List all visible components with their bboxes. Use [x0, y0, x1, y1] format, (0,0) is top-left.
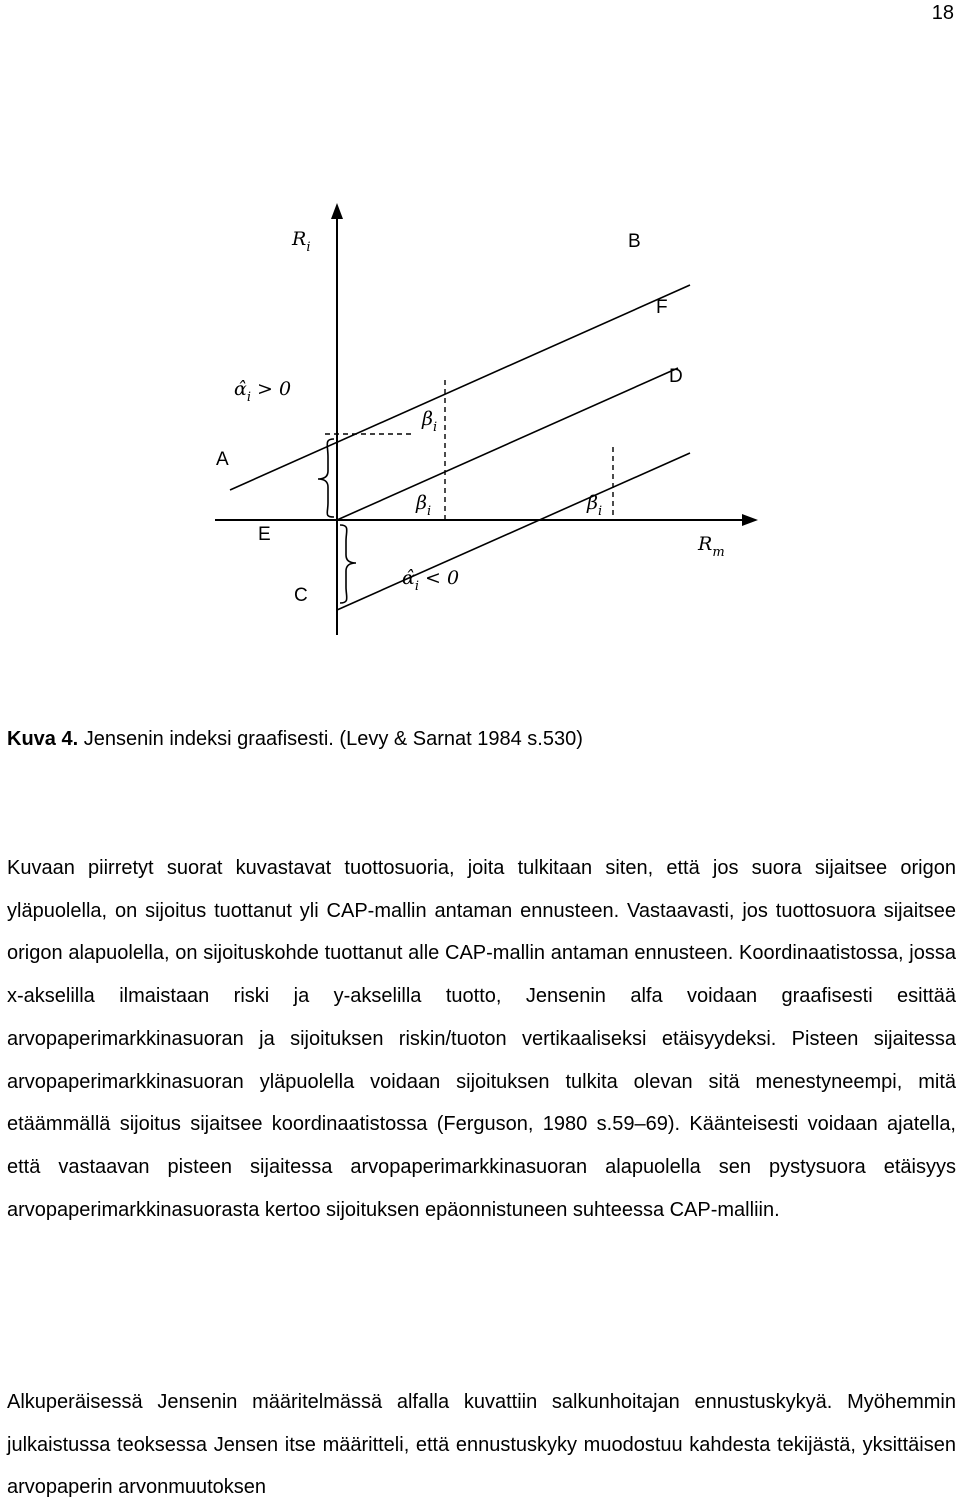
alpha-positive-label: $\alphâ_i > 0$ — [234, 378, 292, 405]
label-a: A — [216, 449, 229, 470]
page-number: 18 — [931, 2, 954, 24]
brace-alpha-negative — [340, 525, 356, 603]
x-axis-label: $R_m$ — [698, 533, 725, 560]
beta-label-2: $\beta_i$ — [416, 492, 432, 519]
paragraph-2: Alkuperäisessä Jensenin määritelmässä alfalla kuvattiin salkunhoitajan ennustuskykyä. Myöhemmin julkaistussa teoksessa Jensen itse määritteli, että ennustuskyky muodostuu kahdesta tekijästä, yksittäisen arvopaperin arvonmuutoksen — [7, 1391, 956, 1499]
label-c: C — [294, 585, 308, 606]
alpha-negative-label: $\alphâ_i < 0$ — [402, 567, 460, 594]
caption-text: Jensenin indeksi graafisesti. (Levy & Sarnat 1984 s.530) — [78, 728, 583, 750]
line-a-b — [230, 285, 690, 490]
caption-label: Kuva 4. — [7, 728, 79, 750]
y-axis-arrow — [331, 203, 343, 219]
y-axis-label: $R_i$ — [292, 228, 311, 255]
jensen-figure — [200, 195, 770, 645]
paragraph-1: Kuvaan piirretyt suorat kuvastavat tuottosuoria, joita tulkitaan siten, että jos suora sijaitsee origon yläpuolella, on sijoitus tuottanut yli CAP-mallin antaman ennusteen. Vastaavasti, jos tuottosuora sijaitsee origon alapuolella, on sijoituskohde tuottanut alle CAP-mallin antaman ennusteen. Koordinaatistossa, jossa x-akselilla ilmaistaan riski ja y-akselilla tuotto, Jensenin alfa voidaan graafisesti esittää arvopaperimarkkinasuoran ja sijoituksen riskin/tuoton vertikaaliseksi etäisyydeksi. Pisteen sijaitessa arvopaperimarkkinasuoran yläpuolella voidaan sijoituksen tulkita olevan sitä menestyneempi, mitä etäämmällä sijoitus sijaitsee koordinaatistossa (Ferguson, 1980 s.59–69). Käänteisesti voidaan ajatella, että vastaavan pisteen sijaitessa arvopaperimarkkinasuoran alapuolella sen pystysuora etäisyys arvopaperimarkkinasuorasta kertoo sijoituksen epäonnistuneen suhteessa CAP-malliin. — [7, 857, 956, 1221]
x-axis-arrow — [742, 514, 758, 526]
jensen-diagram — [200, 195, 770, 645]
label-b: B — [628, 231, 641, 252]
brace-alpha-positive — [318, 439, 334, 517]
label-e: E — [258, 524, 271, 545]
line-e-f — [337, 368, 678, 520]
figure-caption — [7, 728, 583, 751]
label-d: D — [669, 366, 683, 387]
label-f: F — [656, 297, 668, 318]
beta-label-3: $\beta_i$ — [587, 492, 603, 519]
beta-label-1: $\beta_i$ — [422, 408, 438, 435]
line-c-d — [337, 453, 690, 610]
